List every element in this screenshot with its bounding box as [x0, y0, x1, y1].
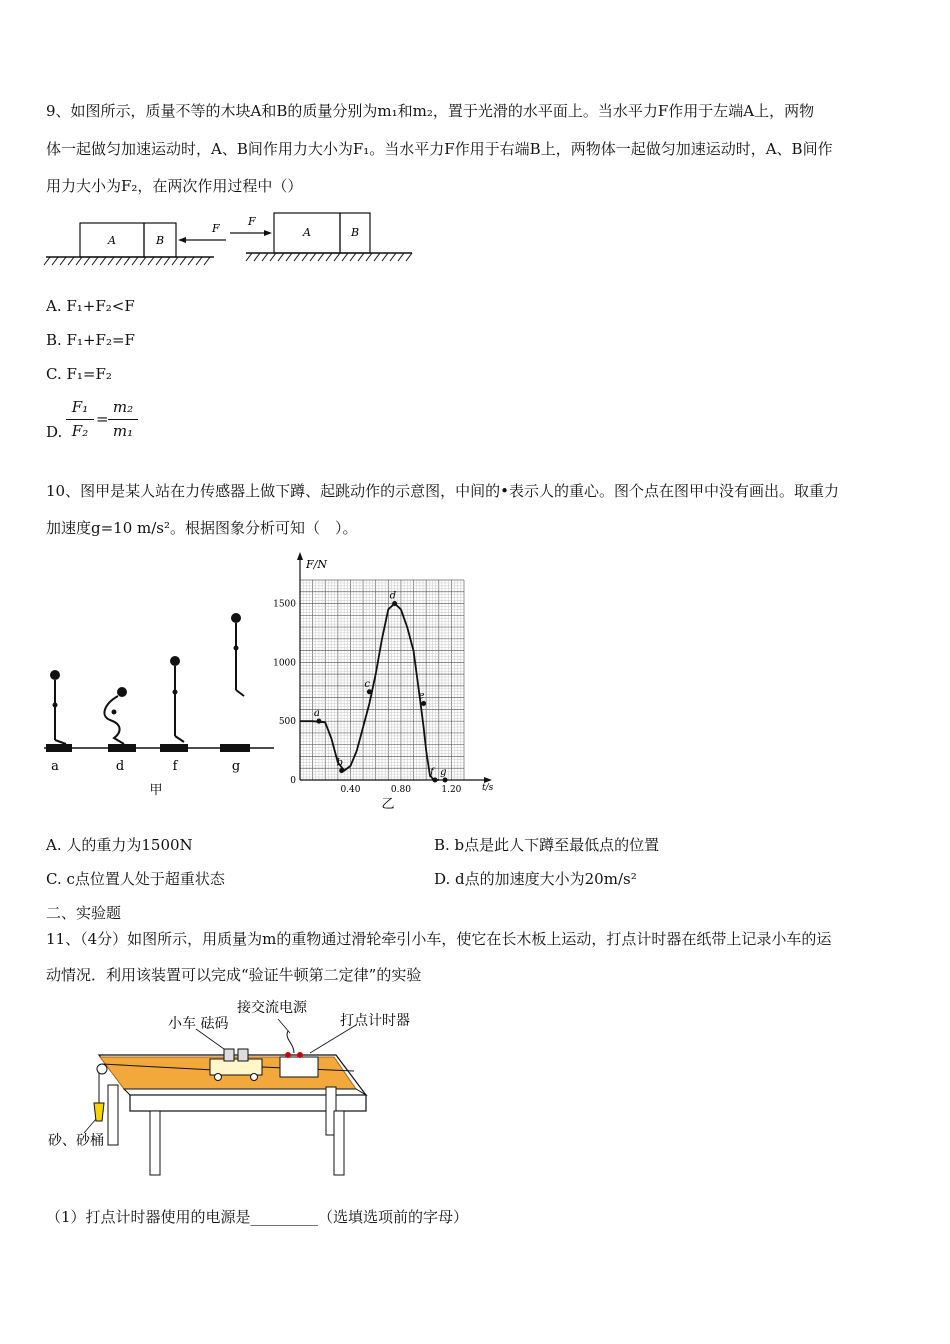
chart-x-axis-label: t/s — [482, 783, 494, 793]
chart-point-b — [339, 768, 344, 773]
q9-frac1-num: F₁ — [71, 398, 89, 416]
q10-force-time-chart — [273, 550, 506, 812]
q10-option-c: C. c点位置人处于超重状态 — [46, 870, 225, 888]
q9-option-a: A. F₁+F₂<F — [46, 297, 135, 315]
chart-x-tick-label: 1.20 — [441, 785, 462, 795]
q9-frac2-num: m₂ — [112, 398, 134, 416]
q9-frac2-den: m₁ — [112, 422, 134, 440]
q10-squat-figure — [44, 608, 276, 804]
q10-option-b: B. b点是此人下蹲至最低点的位置 — [434, 836, 660, 854]
q9-left-label-a: A — [108, 234, 116, 247]
q11-label-power: 接交流电源 — [237, 1000, 307, 1016]
chart-y-tick-label: 0 — [290, 776, 296, 786]
q9-blocks-figure — [44, 205, 414, 269]
chart-y-tick-label: 500 — [278, 717, 296, 728]
q10-line2: 加速度g=10 m/s²。根据图象分析可知（ ）。 — [46, 519, 358, 537]
q9-option-d-prefix: D. — [46, 423, 63, 441]
q9-option-c: C. F₁=F₂ — [46, 365, 112, 383]
q9-left-label-b: B — [155, 234, 165, 247]
q10-fig-caption-jia: 甲 — [149, 783, 163, 798]
q9-right-label-b: B — [350, 226, 360, 239]
q10-fig-label-f: f — [172, 759, 178, 774]
chart-x-tick-label: 0.80 — [390, 785, 411, 795]
q11-label-sand: 砂、砂桶 — [48, 1133, 104, 1149]
chart-y-axis-label: F/N — [306, 558, 327, 571]
q9-left-force-label: F — [212, 222, 220, 235]
q10-fig-caption-yi: 乙 — [381, 797, 395, 812]
q10-fig-label-a: a — [51, 759, 59, 774]
chart-point-label-a: a — [313, 708, 320, 720]
q9-right-label-a: A — [303, 226, 311, 239]
chart-ticks — [273, 600, 462, 795]
q10-fig-label-d: d — [115, 759, 125, 774]
chart-point-label-e: e — [418, 690, 425, 702]
q10-fig-label-g: g — [231, 759, 241, 774]
q11-line1: 11、（4分）如图所示，用质量为m的重物通过滑轮牵引小车，使它在长木板上运动，打点计时器在纸带上记录小车的运 — [46, 930, 832, 948]
chart-grid — [300, 580, 464, 780]
q11-sub1: （1）打点计时器使用的电源是_________（选填选项前的字母） — [46, 1208, 469, 1226]
q10-option-a: A. 人的重力为1500N — [46, 836, 193, 854]
chart-y-tick-label: 1000 — [273, 658, 296, 669]
q9-line3: 用力大小为F₂，在两次作用过程中（） — [46, 177, 303, 195]
q11-line2: 动情况．利用该装置可以完成“验证牛顿第二定律”的实验 — [46, 966, 422, 984]
chart-point-a — [316, 719, 321, 724]
chart-y-tick-label: 1500 — [273, 599, 296, 610]
chart-x-tick-label: 0.40 — [340, 785, 361, 795]
q10-option-d: D. d点的加速度大小为20m/s² — [434, 870, 637, 888]
chart-point-f — [432, 778, 437, 783]
q9-line2: 体一起做匀加速运动时，A、B间作用力大小为F₁。当水平力F作用于右端B上，两物体一起做匀加速运动时，A、B间作 — [46, 140, 833, 158]
chart-point-label-c: c — [364, 678, 370, 690]
q9-frac1-den: F₂ — [71, 422, 89, 440]
chart-point-label-d: d — [389, 590, 397, 602]
q10-line1: 10、图甲是某人站在力传感器上做下蹲、起跳动作的示意图，中间的•表示人的重心。图个点在图甲中没有画出。取重力 — [46, 482, 839, 500]
chart-point-c — [367, 689, 372, 694]
q9-line1: 9、如图所示，质量不等的木块A和B的质量分别为m₁和m₂，置于光滑的水平面上。当水平力F作用于左端A上，两物 — [46, 102, 815, 120]
chart-point-g — [443, 778, 448, 783]
chart-y-axis-arrow — [297, 552, 303, 560]
q9-option-b: B. F₁+F₂=F — [46, 331, 135, 349]
chart-point-d — [392, 601, 397, 606]
q11-apparatus-figure — [44, 995, 410, 1180]
chart-point-label-g: g — [440, 767, 447, 778]
q11-label-cart: 小车 砝码 — [168, 1016, 229, 1032]
chart-point-label-b: b — [336, 757, 344, 769]
q11-label-timer: 打点计时器 — [340, 1013, 410, 1029]
q9-frac-eq: = — [96, 410, 109, 428]
chart-point-label-f: f — [429, 767, 434, 778]
chart-point-e — [421, 701, 426, 706]
q9-right-force-label: F — [248, 215, 256, 228]
section-title-experiment: 二、实验题 — [46, 904, 122, 922]
